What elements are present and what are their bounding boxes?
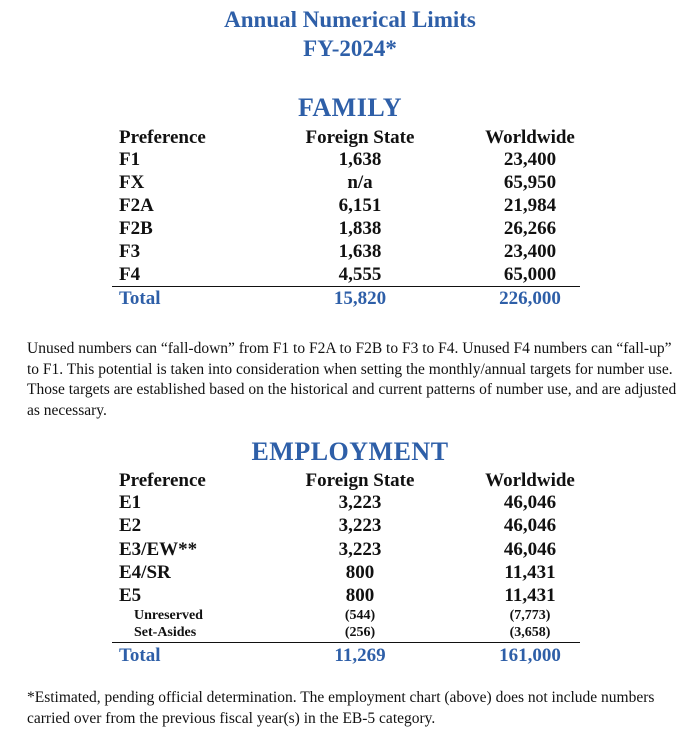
worldwide-cell: 46,046 [503, 515, 557, 536]
column-header-preference: Preference [119, 127, 206, 148]
total-foreign-state: 11,269 [334, 645, 386, 666]
column-header-worldwide: Worldwide [485, 127, 575, 148]
worldwide-cell: 46,046 [503, 492, 557, 513]
table-row [0, 217, 700, 240]
family-total-row [0, 287, 700, 310]
foreign-state-cell: 1,638 [338, 149, 382, 170]
table-row [0, 491, 700, 514]
table-row [0, 514, 700, 537]
worldwide-cell: 21,984 [503, 195, 557, 216]
family-table-header [0, 126, 700, 149]
table-row [0, 584, 700, 607]
foreign-state-cell: 800 [345, 585, 375, 606]
table-row [0, 263, 700, 286]
fall-down-note: Unused numbers can “fall-down” from F1 to F2A to F2B to F3 to F4. Unused F4 numbers can “fall-up” to F1. This potential is taken into consideration when setting the monthly/annual targets for number use. Those targets are established based on the historical and current patterns of number use, and are adjusted as necessary. [27, 340, 677, 419]
worldwide-cell: (3,658) [509, 625, 551, 640]
total-worldwide: 226,000 [499, 288, 561, 309]
preference-cell: F2B [119, 218, 153, 239]
preference-cell: F2A [119, 195, 154, 216]
family-section-title: FAMILY [297, 93, 403, 122]
page-title: Annual Numerical Limits [224, 7, 476, 32]
preference-cell: E1 [119, 492, 142, 513]
foreign-state-cell: 800 [345, 562, 375, 583]
fiscal-year-title: FY-2024* [303, 36, 397, 61]
foreign-state-cell: (544) [344, 608, 376, 623]
employment-total-divider [112, 642, 580, 643]
worldwide-cell: 23,400 [503, 241, 557, 262]
table-row [0, 194, 700, 217]
total-label: Total [119, 645, 161, 666]
preference-cell: E4/SR [119, 562, 171, 583]
foreign-state-cell: n/a [347, 172, 373, 193]
table-subrow [0, 624, 700, 642]
foreign-state-cell: 1,838 [338, 218, 382, 239]
foreign-state-cell: 6,151 [338, 195, 382, 216]
footnote: *Estimated, pending official determination. The employment chart (above) does not include numbers carried over from the previous fiscal year(s) in the EB-5 category. [27, 689, 655, 727]
column-header-worldwide: Worldwide [485, 470, 575, 491]
foreign-state-cell: 4,555 [338, 264, 382, 285]
preference-cell: F3 [119, 241, 141, 262]
column-header-foreign-state: Foreign State [305, 127, 415, 148]
preference-cell: E5 [119, 585, 142, 606]
foreign-state-cell: 3,223 [338, 492, 382, 513]
worldwide-cell: 65,000 [503, 264, 557, 285]
worldwide-cell: 46,046 [503, 539, 557, 560]
foreign-state-cell: (256) [344, 625, 376, 640]
table-row [0, 240, 700, 263]
total-label: Total [119, 288, 161, 309]
employment-table-header [0, 469, 700, 492]
worldwide-cell: 26,266 [503, 218, 557, 239]
preference-cell: FX [119, 172, 145, 193]
foreign-state-cell: 3,223 [338, 515, 382, 536]
employment-total-row [0, 644, 700, 667]
foreign-state-cell: 1,638 [338, 241, 382, 262]
table-row [0, 148, 700, 171]
preference-cell: E2 [119, 515, 142, 536]
preference-cell: F4 [119, 264, 141, 285]
worldwide-cell: 23,400 [503, 149, 557, 170]
worldwide-cell: 65,950 [503, 172, 557, 193]
table-subrow [0, 607, 700, 625]
preference-cell: E3/EW** [119, 539, 198, 560]
subpreference-cell: Set-Asides [134, 625, 197, 640]
table-row [0, 561, 700, 584]
preference-cell: F1 [119, 149, 141, 170]
table-row [0, 538, 700, 561]
foreign-state-cell: 3,223 [338, 539, 382, 560]
total-foreign-state: 15,820 [333, 288, 387, 309]
employment-section-title: EMPLOYMENT [251, 437, 449, 466]
worldwide-cell: 11,431 [504, 562, 556, 583]
column-header-preference: Preference [119, 470, 206, 491]
total-worldwide: 161,000 [499, 645, 561, 666]
column-header-foreign-state: Foreign State [305, 470, 415, 491]
worldwide-cell: 11,431 [504, 585, 556, 606]
table-row [0, 171, 700, 194]
worldwide-cell: (7,773) [509, 608, 551, 623]
subpreference-cell: Unreserved [134, 608, 203, 623]
